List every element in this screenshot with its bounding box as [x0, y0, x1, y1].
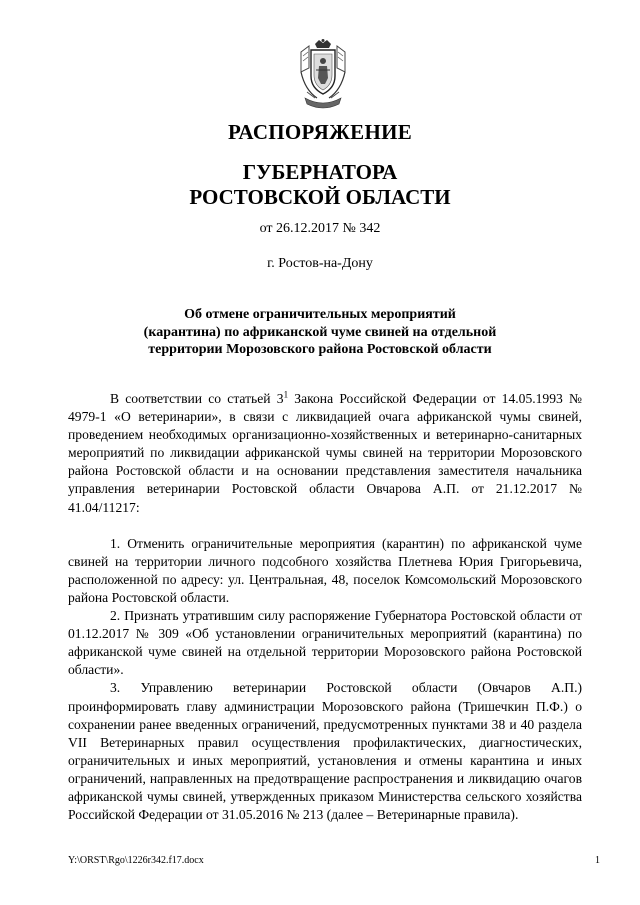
clause-1-paragraph: 1. Отменить ограничительные мероприятия (карантин) по африканской чуме свиней на территории личного подсобного хозяйства Плетнева Юрия Григорьевича, расположенной по адресу: ул. Центральная, 48, поселок Комсомольский Морозовского района Ростовской области.	[68, 535, 582, 605]
issuer-title-line-2: РОСТОВСКОЙ ОБЛАСТИ	[189, 185, 451, 209]
clause-3-paragraph: 3. Управлению ветеринарии Ростовской области (Овчаров А.П.) проинформировать главу администрации Морозовского района (Тришечкин П.Ф.) о сохранении ранее введенных ограничений, предусмотренных пунктами 38 и 40 раздела VII Ветеринарных правил осуществления профилактических, диагностических, ограничительных и иных мероприятий, установления и отмены карантина и иных ограничений, направленных на предотвращение распространения и ликвидацию очагов африканской чумы свиней, утвержденных приказом Министерства сельского хозяйства Российской Федерации от 31.05.2016 № 213 (далее – Ветеринарные правила).	[68, 680, 582, 823]
preamble-text-rest: Закона Российской Федерации от 14.05.1993 № 4979-1 «О ветеринарии», в связи с ликвидацией очага африканской чумы свиней, проведением необходимых организационно-хозяйственных и ветеринарно-санитарных мероприятий по ликвидации африканской чумы свиней на территории Морозовского района Ростовской области и на основании представления заместителя начальника управления ветеринарии Ростовской области Овчарова А.П. от 21.12.2017 № 41.04/11217:	[68, 391, 582, 515]
document-body	[68, 390, 582, 824]
issuer-title-line-1: ГУБЕРНАТОРА	[242, 160, 398, 184]
clause-2-paragraph: 2. Признать утратившим силу распоряжение Губернатора Ростовской области от 01.12.2017 № 309 «Об установлении ограничительных мероприятий (карантина) по африканской чуме свиней на отдельной территории Морозовского района Ростовской области».	[68, 608, 582, 678]
document-city: г. Ростов-на-Дону	[267, 256, 373, 271]
article-superscript: 1	[283, 389, 289, 400]
footer-page-number: 1	[595, 855, 600, 866]
document-date-number: от 26.12.2017 № 342	[259, 221, 381, 236]
issuer-title	[0, 160, 640, 210]
preamble-paragraph	[68, 390, 582, 517]
footer-file-path: Y:\ORST\Rgo\1226r342.f17.docx	[68, 855, 204, 866]
subject-line-2: (карантина) по африканской чуме свиней на отдельной	[143, 324, 497, 340]
subject-line-3: территории Морозовского района Ростовской области	[148, 342, 492, 357]
subject-line-1: Об отмене ограничительных мероприятий	[184, 307, 456, 322]
coat-of-arms-emblem	[295, 38, 351, 110]
document-subject	[120, 306, 520, 359]
document-type-title: РАСПОРЯЖЕНИЕ	[227, 120, 413, 144]
preamble-text-start: В соответствии со статьей 3	[110, 391, 284, 406]
